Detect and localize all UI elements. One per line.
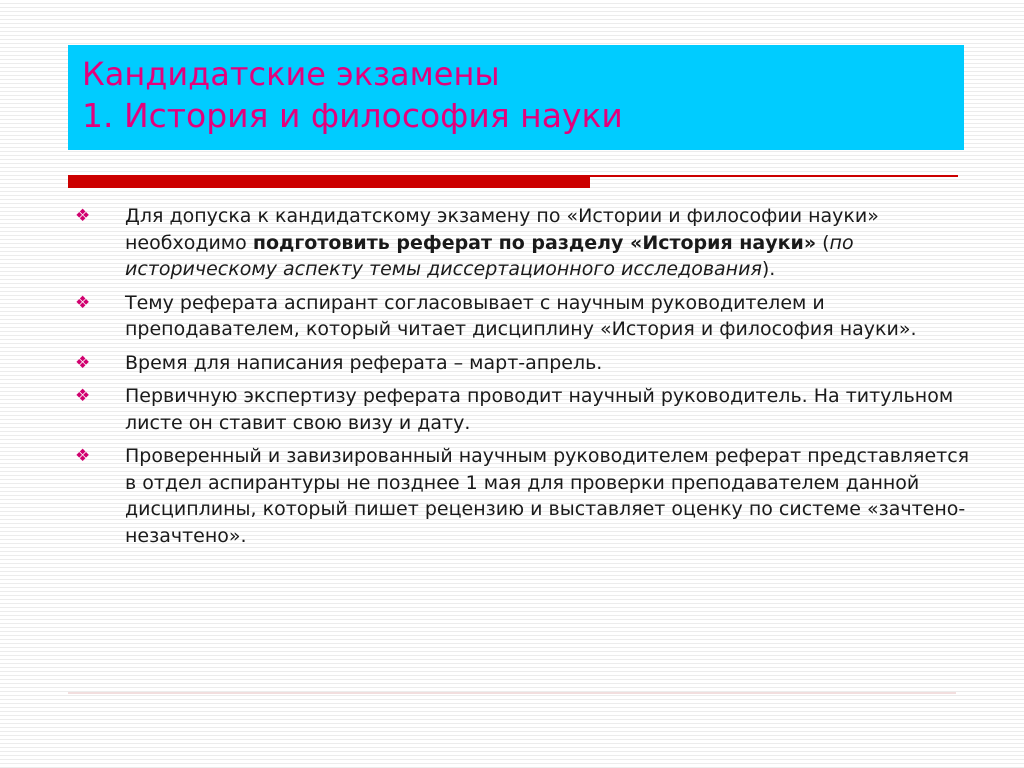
red-rule-thin — [590, 175, 958, 177]
bullet-1-italic-text: по историческому аспекту темы диссертационного исследования — [125, 231, 854, 280]
red-rule-thick — [68, 175, 590, 188]
bullet-3-text: Время для написания реферата – март-апрель. — [125, 351, 603, 374]
bullet-item-5 — [72, 443, 972, 549]
bullet-1-bold-text: подготовить реферат по разделу «История науки» — [252, 231, 817, 254]
diamond-bullet-icon: ❖ — [75, 386, 91, 406]
bullet-item-3 — [72, 350, 972, 377]
bullet-5-text: Проверенный и завизированный научным руководителем реферат представляется в отдел аспирантуры не позднее 1 мая для проверки преподавателем данной дисциплины, который пишет рецензию и выставляет оценку по системе «зачтено-незачтено». — [125, 445, 970, 547]
slide-title-line-1: Кандидатские экзамены — [82, 55, 500, 93]
bullet-item-2 — [72, 290, 972, 343]
bullet-item-4 — [72, 383, 972, 436]
diamond-bullet-icon: ❖ — [75, 206, 91, 226]
title-box — [68, 45, 964, 150]
diamond-bullet-icon: ❖ — [75, 292, 91, 313]
diamond-bullet-icon: ❖ — [75, 446, 91, 466]
bullet-1-paren-open: ( — [816, 231, 830, 254]
bullet-1-text: Для допуска к кандидатскому экзамену по «Истории и философии науки» необходимо — [125, 205, 879, 254]
bullet-2-text: Тему реферата аспирант согласовывает с научным руководителем и преподавателем, который читает дисциплину «История и философия науки». — [125, 291, 917, 340]
diamond-bullet-icon: ❖ — [75, 352, 91, 373]
bullet-1-paren-close: ). — [761, 258, 776, 280]
bullet-list — [72, 203, 972, 556]
bullet-item-1 — [72, 203, 972, 283]
bottom-rule — [68, 692, 956, 694]
slide-title-line-2: 1. История и философия науки — [82, 96, 623, 135]
bullet-4-text: Первичную экспертизу реферата проводит научный руководитель. На титульном листе он ставит свою визу и дату. — [125, 385, 954, 434]
